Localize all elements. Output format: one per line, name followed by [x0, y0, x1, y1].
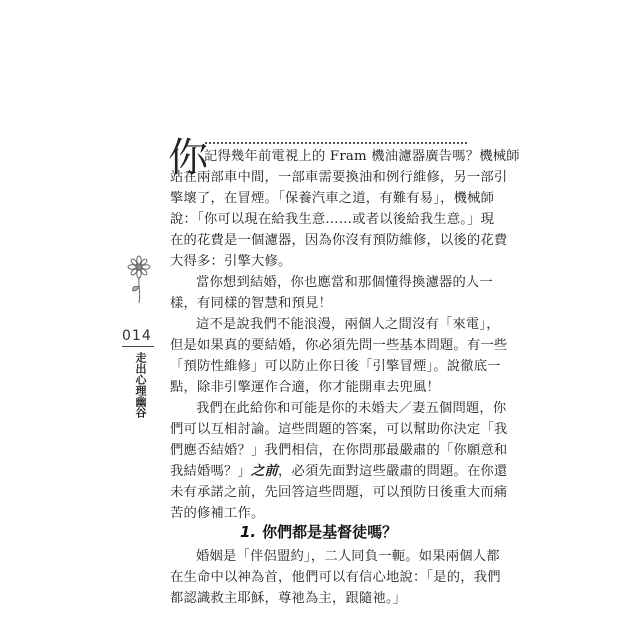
emphasis-text: 之前 — [250, 464, 278, 479]
text-segment: 我結婚嗎？」 — [170, 464, 251, 479]
section-paragraph — [170, 546, 501, 609]
text-segment: ，必須先面對這些嚴肅的問題。在你還 — [277, 464, 508, 479]
text-line: 說：「你可以現在給我生意……或者以後給我生意。」現 — [170, 212, 495, 227]
text-line: 當你想到結婚，你也應當和那個懂得換濾器的人一 — [196, 275, 493, 290]
text-line: 們可以互相討論。這些問題的答案，可以幫助你決定「我 — [170, 422, 508, 437]
text-line: 記得幾年前電視上的 Fram 機油濾器廣告嗎？機械師 — [204, 149, 520, 164]
drop-cap: 你 — [168, 135, 208, 181]
text-line: 但是如果真的要結婚，你必須先問一些基本問題。有一些 — [170, 338, 508, 353]
text-line: 們應否結婚？」我們相信，在你問那最嚴肅的「你願意和 — [170, 443, 508, 458]
dotted-rule — [205, 142, 467, 144]
text-line: 在的花費是一個濾器，因為你沒有預防維修，以後的花費 — [170, 233, 508, 248]
text-line — [170, 461, 508, 482]
text-line: 我們在此給你和可能是你的未婚夫／妻五個問題，你 — [196, 401, 507, 416]
opening-paragraph — [170, 146, 520, 524]
text-line: 都認識救主耶穌，尊祂為主，跟隨祂。」 — [170, 591, 407, 606]
section-heading — [240, 521, 397, 542]
book-title: 走出心理幽谷 — [134, 352, 147, 418]
text-line: 樣，有同樣的智慧和預見！ — [170, 296, 332, 311]
text-line: 這不是說我們不能浪漫，兩個人之間沒有「來電」， — [196, 317, 500, 332]
page-number-rule — [122, 346, 154, 347]
text-line: 苦的修補工作。 — [170, 506, 265, 521]
text-line: 未有承諾之前，先回答這些問題，可以預防日後重大而痛 — [170, 485, 508, 500]
text-line: 婚姻是「伴侶盟約」，二人同負一軛。如果兩個人都 — [196, 549, 500, 564]
text-line: 「預防性維修」可以防止你日後「引擎冒煙」。說徹底一 — [170, 359, 501, 374]
text-line: 大得多：引擎大修。 — [170, 254, 292, 269]
section-title: 你們都是基督徒嗎？ — [262, 523, 398, 541]
flower-icon — [124, 255, 154, 305]
section-number: 1. — [240, 523, 257, 541]
text-line: 站在兩部車中間，一部車需要換油和例行維修，另一部引 — [170, 170, 508, 185]
text-line: 擎壞了，在冒煙。「保養汽車之道，有難有易」，機械師 — [170, 191, 495, 206]
text-line: 在生命中以神為首，他們可以有信心地說：「是的，我們 — [170, 570, 501, 585]
page-number: 014 — [122, 328, 152, 344]
text-line: 點，除非引擎運作合適，你才能開車去兜風！ — [170, 380, 440, 395]
